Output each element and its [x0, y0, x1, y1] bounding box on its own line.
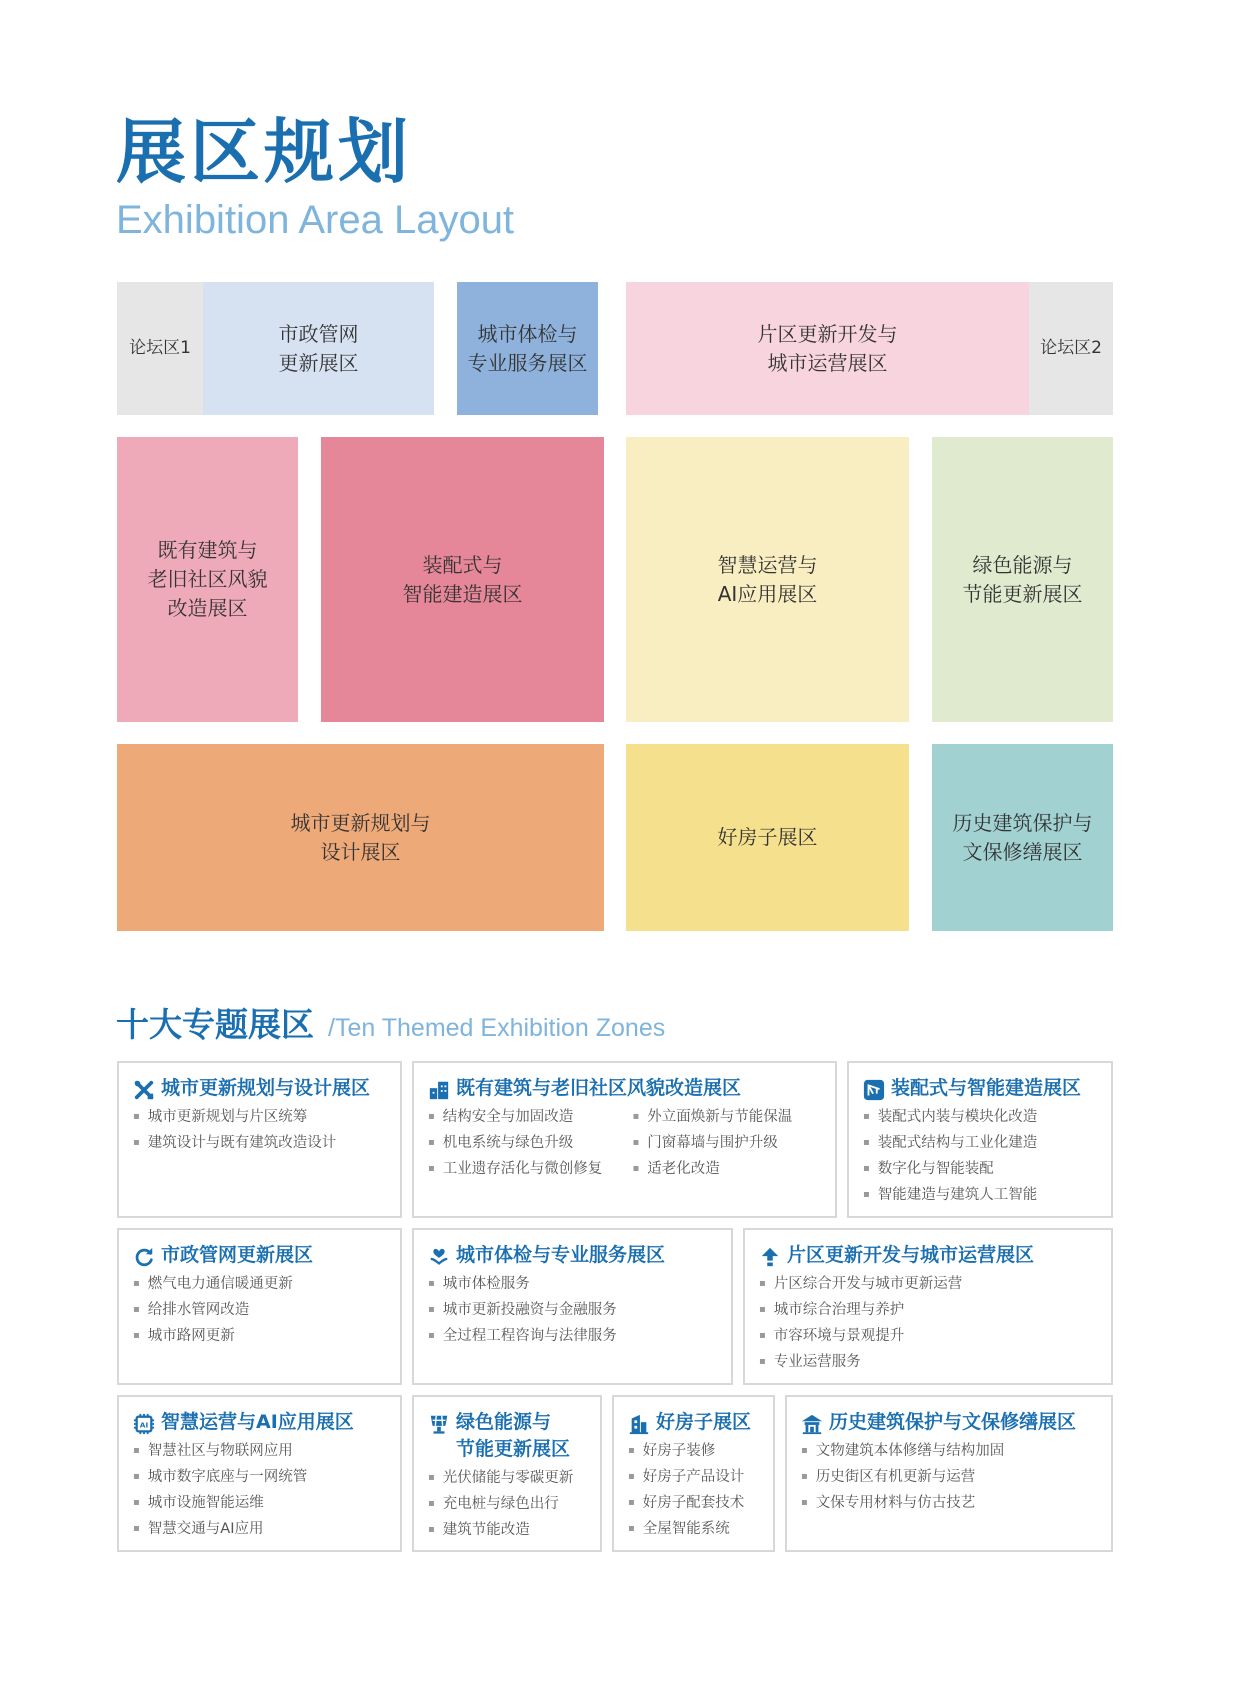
- zone-item: ▪ 燃气电力通信暖通更新: [133, 1272, 390, 1298]
- zone-item: ▪ 城市更新规划与片区统筹: [133, 1105, 390, 1131]
- heart-hand-icon: [428, 1246, 450, 1268]
- plan-good-house: 好房子展区: [626, 744, 909, 931]
- section-subtitle: /Ten Themed Exhibition Zones: [328, 1014, 666, 1042]
- pavilion-icon: [801, 1413, 823, 1435]
- zone-item: ▪ 工业遗存活化与微创修复: [428, 1157, 621, 1183]
- zone-item: ▪ 专业运营服务: [759, 1350, 1101, 1376]
- zone-item: ▪ 文保专用材料与仿古技艺: [801, 1491, 1101, 1517]
- ai-chip-icon: [133, 1413, 155, 1435]
- zone-title: 既有建筑与老旧社区风貌改造展区: [456, 1077, 742, 1099]
- zone-card-municipal-pipeline: [117, 1228, 402, 1385]
- zone-title: 绿色能源与 节能更新展区: [456, 1411, 571, 1460]
- house-icon: [628, 1413, 650, 1435]
- zone-item: ▪ 机电系统与绿色升级: [428, 1131, 621, 1157]
- plan-city-inspection: 城市体检与 专业服务展区: [457, 282, 598, 415]
- plan-existing-buildings: 既有建筑与 老旧社区风貌 改造展区: [117, 437, 298, 722]
- zone-item: ▪ 城市更新投融资与金融服务: [428, 1298, 721, 1324]
- plan-smart-operation-ai: 智慧运营与 AI应用展区: [626, 437, 909, 722]
- plan-municipal-pipeline: 市政管网 更新展区: [203, 282, 434, 415]
- zone-card-urban-renewal-planning: [117, 1061, 402, 1218]
- zone-item-list: [428, 1272, 721, 1350]
- zone-title: 城市体检与专业服务展区: [456, 1244, 666, 1266]
- zone-item: ▪ 结构安全与加固改造: [428, 1105, 621, 1131]
- zone-item: ▪ 城市路网更新: [133, 1324, 390, 1350]
- zone-item: ▪ 门窗幕墙与围护升级: [633, 1131, 826, 1157]
- zone-card-existing-buildings: [412, 1061, 837, 1218]
- zone-item-list: [801, 1439, 1101, 1517]
- zone-item: ▪ 建筑设计与既有建筑改造设计: [133, 1131, 390, 1157]
- zone-item-list: [133, 1439, 390, 1543]
- zone-title: 装配式与智能建造展区: [891, 1077, 1082, 1099]
- zone-card-smart-operation-ai: [117, 1395, 402, 1552]
- zone-card-city-inspection: [412, 1228, 733, 1385]
- zone-item-list: [428, 1105, 825, 1183]
- buildings-icon: [428, 1079, 450, 1101]
- plan-prefab-smart-construction: 装配式与 智能建造展区: [321, 437, 604, 722]
- zone-card-historic-buildings: [785, 1395, 1113, 1552]
- zone-item: ▪ 文物建筑本体修缮与结构加固: [801, 1439, 1101, 1465]
- zone-item: ▪ 历史街区有机更新与运营: [801, 1465, 1101, 1491]
- tools-icon: [133, 1079, 155, 1101]
- zone-card-green-energy: [412, 1395, 602, 1552]
- zone-item: ▪ 建筑节能改造: [428, 1518, 590, 1544]
- plan-urban-renewal-planning: 城市更新规划与 设计展区: [117, 744, 604, 931]
- refresh-icon: [133, 1246, 155, 1268]
- zone-title: 市政管网更新展区: [161, 1244, 314, 1266]
- zone-card-good-house: [612, 1395, 775, 1552]
- zone-card-prefab-smart-construction: [847, 1061, 1113, 1218]
- section-title: 十大专题展区: [116, 1005, 314, 1044]
- zone-item: ▪ 光伏储能与零碳更新: [428, 1466, 590, 1492]
- zone-item: ▪ 外立面焕新与节能保温: [633, 1105, 826, 1131]
- zone-item-list: [428, 1466, 590, 1544]
- zone-item: ▪ 适老化改造: [633, 1157, 826, 1183]
- svg-text:AI: AI: [139, 1420, 149, 1430]
- zone-item-list: [628, 1439, 763, 1543]
- zone-item: ▪ 市容环境与景观提升: [759, 1324, 1101, 1350]
- zone-item: ▪ 智慧社区与物联网应用: [133, 1439, 390, 1465]
- zone-title: 城市更新规划与设计展区: [161, 1077, 371, 1099]
- zone-item: ▪ 城市数字底座与一网统管: [133, 1465, 390, 1491]
- zone-item-list: [863, 1105, 1101, 1209]
- zone-item: ▪ 智能建造与建筑人工智能: [863, 1183, 1101, 1209]
- plan-district-development: 片区更新开发与 城市运营展区: [626, 282, 1029, 415]
- zone-item: ▪ 装配式内装与模块化改造: [863, 1105, 1101, 1131]
- zone-item: ▪ 装配式结构与工业化建造: [863, 1131, 1101, 1157]
- zone-item: ▪ 全屋智能系统: [628, 1517, 763, 1543]
- zone-item: ▪ 数字化与智能装配: [863, 1157, 1101, 1183]
- zone-item: ▪ 城市体检服务: [428, 1272, 721, 1298]
- zone-title: 好房子展区: [656, 1411, 752, 1433]
- plan-historic-buildings: 历史建筑保护与 文保修缮展区: [932, 744, 1113, 931]
- zone-item: ▪ 给排水管网改造: [133, 1298, 390, 1324]
- zone-item-list: [133, 1272, 390, 1350]
- zone-item: ▪ 城市综合治理与养护: [759, 1298, 1101, 1324]
- zone-card-district-development: [743, 1228, 1113, 1385]
- forum-area-1: 论坛区1: [117, 282, 203, 415]
- zone-item: ▪ 智慧交通与AI应用: [133, 1517, 390, 1543]
- zone-item-list: [759, 1272, 1101, 1376]
- plan-green-energy: 绿色能源与 节能更新展区: [932, 437, 1113, 722]
- page-subtitle: Exhibition Area Layout: [116, 198, 515, 242]
- zone-item-list: [133, 1105, 390, 1157]
- zone-item: ▪ 城市设施智能运维: [133, 1491, 390, 1517]
- zone-title: 历史建筑保护与文保修缮展区: [829, 1411, 1077, 1433]
- upload-arrow-icon: [759, 1246, 781, 1268]
- zone-item: ▪ 好房子配套技术: [628, 1491, 763, 1517]
- zone-item: ▪ 好房子产品设计: [628, 1465, 763, 1491]
- zone-title: 智慧运营与AI应用展区: [161, 1411, 354, 1433]
- page-title: 展区规划: [116, 111, 412, 193]
- crane-icon: [863, 1079, 885, 1101]
- zone-item: ▪ 全过程工程咨询与法律服务: [428, 1324, 721, 1350]
- zone-title: 片区更新开发与城市运营展区: [787, 1244, 1035, 1266]
- forum-area-2: 论坛区2: [1029, 282, 1113, 415]
- zone-item: ▪ 充电桩与绿色出行: [428, 1492, 590, 1518]
- solar-panel-icon: [428, 1413, 450, 1435]
- zone-item: ▪ 片区综合开发与城市更新运营: [759, 1272, 1101, 1298]
- zone-item: ▪ 好房子装修: [628, 1439, 763, 1465]
